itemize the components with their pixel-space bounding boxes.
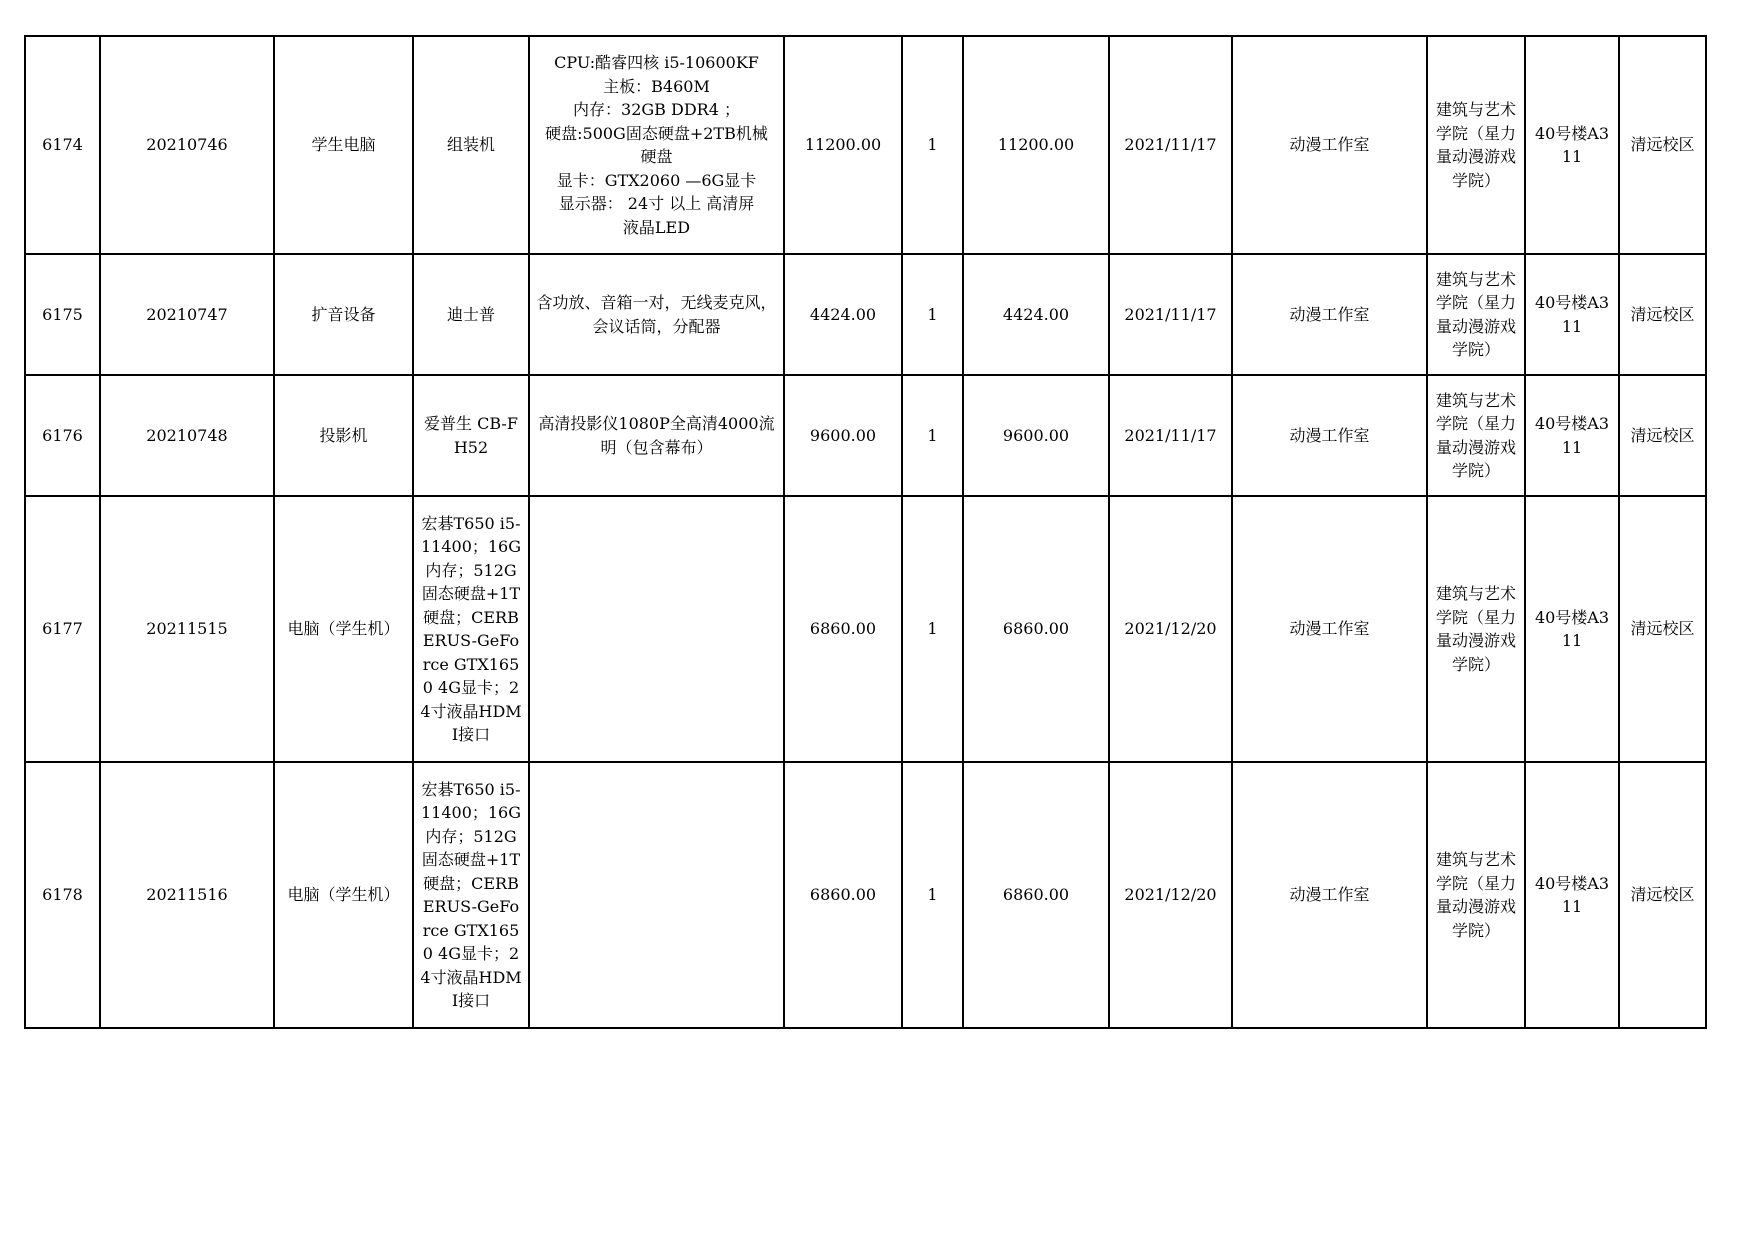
unit-price-cell: 6860.00 [784,762,902,1028]
asset-no-cell: 20211516 [100,762,274,1028]
asset-no-cell: 20211515 [100,496,274,762]
brand-model-cell: 迪士普 [413,254,529,375]
table-row [25,254,1706,375]
department-cell: 建筑与艺术学院（星力量动漫游戏学院） [1427,496,1525,762]
seq-cell: 6177 [25,496,100,762]
location-cell: 40号楼A311 [1525,254,1619,375]
table-row [25,36,1706,254]
usage-cell: 动漫工作室 [1232,762,1427,1028]
asset-no-cell: 20210748 [100,375,274,496]
campus-cell: 清远校区 [1619,254,1706,375]
amount-cell: 6860.00 [963,762,1109,1028]
usage-cell: 动漫工作室 [1232,496,1427,762]
seq-cell: 6178 [25,762,100,1028]
department-cell: 建筑与艺术学院（星力量动漫游戏学院） [1427,36,1525,254]
department-cell: 建筑与艺术学院（星力量动漫游戏学院） [1427,375,1525,496]
seq-cell: 6175 [25,254,100,375]
quantity-cell: 1 [902,254,963,375]
brand-model-cell: 组装机 [413,36,529,254]
asset-name-cell: 电脑（学生机） [274,762,413,1028]
brand-model-cell: 宏碁T650 i5-11400；16G 内存；512G固态硬盘+1T硬盘；CERBERUS-GeForce GTX1650 4G显卡；24寸液晶HDMI接口 [413,496,529,762]
department-cell: 建筑与艺术学院（星力量动漫游戏学院） [1427,254,1525,375]
unit-price-cell: 9600.00 [784,375,902,496]
usage-cell: 动漫工作室 [1232,375,1427,496]
quantity-cell: 1 [902,375,963,496]
department-cell: 建筑与艺术学院（星力量动漫游戏学院） [1427,762,1525,1028]
spec-cell: CPU:酷睿四核 i5-10600KF 主板：B460M 内存：32GB DDR4 ； 硬盘:500G固态硬盘+2TB机械 硬盘 显卡：GTX2060 —6G显卡 显示器： 24寸 以上 高清屏 液晶LED [529,36,784,254]
spec-cell [529,762,784,1028]
asset-name-cell: 投影机 [274,375,413,496]
seq-cell: 6174 [25,36,100,254]
unit-price-cell: 4424.00 [784,254,902,375]
location-cell: 40号楼A311 [1525,36,1619,254]
usage-cell: 动漫工作室 [1232,254,1427,375]
location-cell: 40号楼A311 [1525,496,1619,762]
seq-cell: 6176 [25,375,100,496]
brand-model-cell: 爱普生 CB-FH52 [413,375,529,496]
quantity-cell: 1 [902,496,963,762]
date-cell: 2021/11/17 [1109,36,1232,254]
table-row [25,496,1706,762]
unit-price-cell: 6860.00 [784,496,902,762]
spec-cell [529,496,784,762]
asset-table-body [25,36,1706,1028]
date-cell: 2021/11/17 [1109,375,1232,496]
location-cell: 40号楼A311 [1525,762,1619,1028]
asset-no-cell: 20210747 [100,254,274,375]
campus-cell: 清远校区 [1619,36,1706,254]
amount-cell: 11200.00 [963,36,1109,254]
date-cell: 2021/12/20 [1109,496,1232,762]
unit-price-cell: 11200.00 [784,36,902,254]
amount-cell: 6860.00 [963,496,1109,762]
campus-cell: 清远校区 [1619,762,1706,1028]
quantity-cell: 1 [902,36,963,254]
asset-name-cell: 扩音设备 [274,254,413,375]
spec-cell: 含功放、音箱一对，无线麦克风，会议话筒，分配器 [529,254,784,375]
table-row [25,762,1706,1028]
asset-no-cell: 20210746 [100,36,274,254]
quantity-cell: 1 [902,762,963,1028]
amount-cell: 9600.00 [963,375,1109,496]
date-cell: 2021/11/17 [1109,254,1232,375]
usage-cell: 动漫工作室 [1232,36,1427,254]
date-cell: 2021/12/20 [1109,762,1232,1028]
asset-table [24,35,1707,1029]
spec-cell: 高清投影仪1080P全高清4000流明（包含幕布） [529,375,784,496]
amount-cell: 4424.00 [963,254,1109,375]
asset-name-cell: 学生电脑 [274,36,413,254]
brand-model-cell: 宏碁T650 i5-11400；16G 内存；512G固态硬盘+1T硬盘；CERBERUS-GeForce GTX1650 4G显卡；24寸液晶HDMI接口 [413,762,529,1028]
location-cell: 40号楼A311 [1525,375,1619,496]
campus-cell: 清远校区 [1619,496,1706,762]
table-row [25,375,1706,496]
asset-name-cell: 电脑（学生机） [274,496,413,762]
campus-cell: 清远校区 [1619,375,1706,496]
